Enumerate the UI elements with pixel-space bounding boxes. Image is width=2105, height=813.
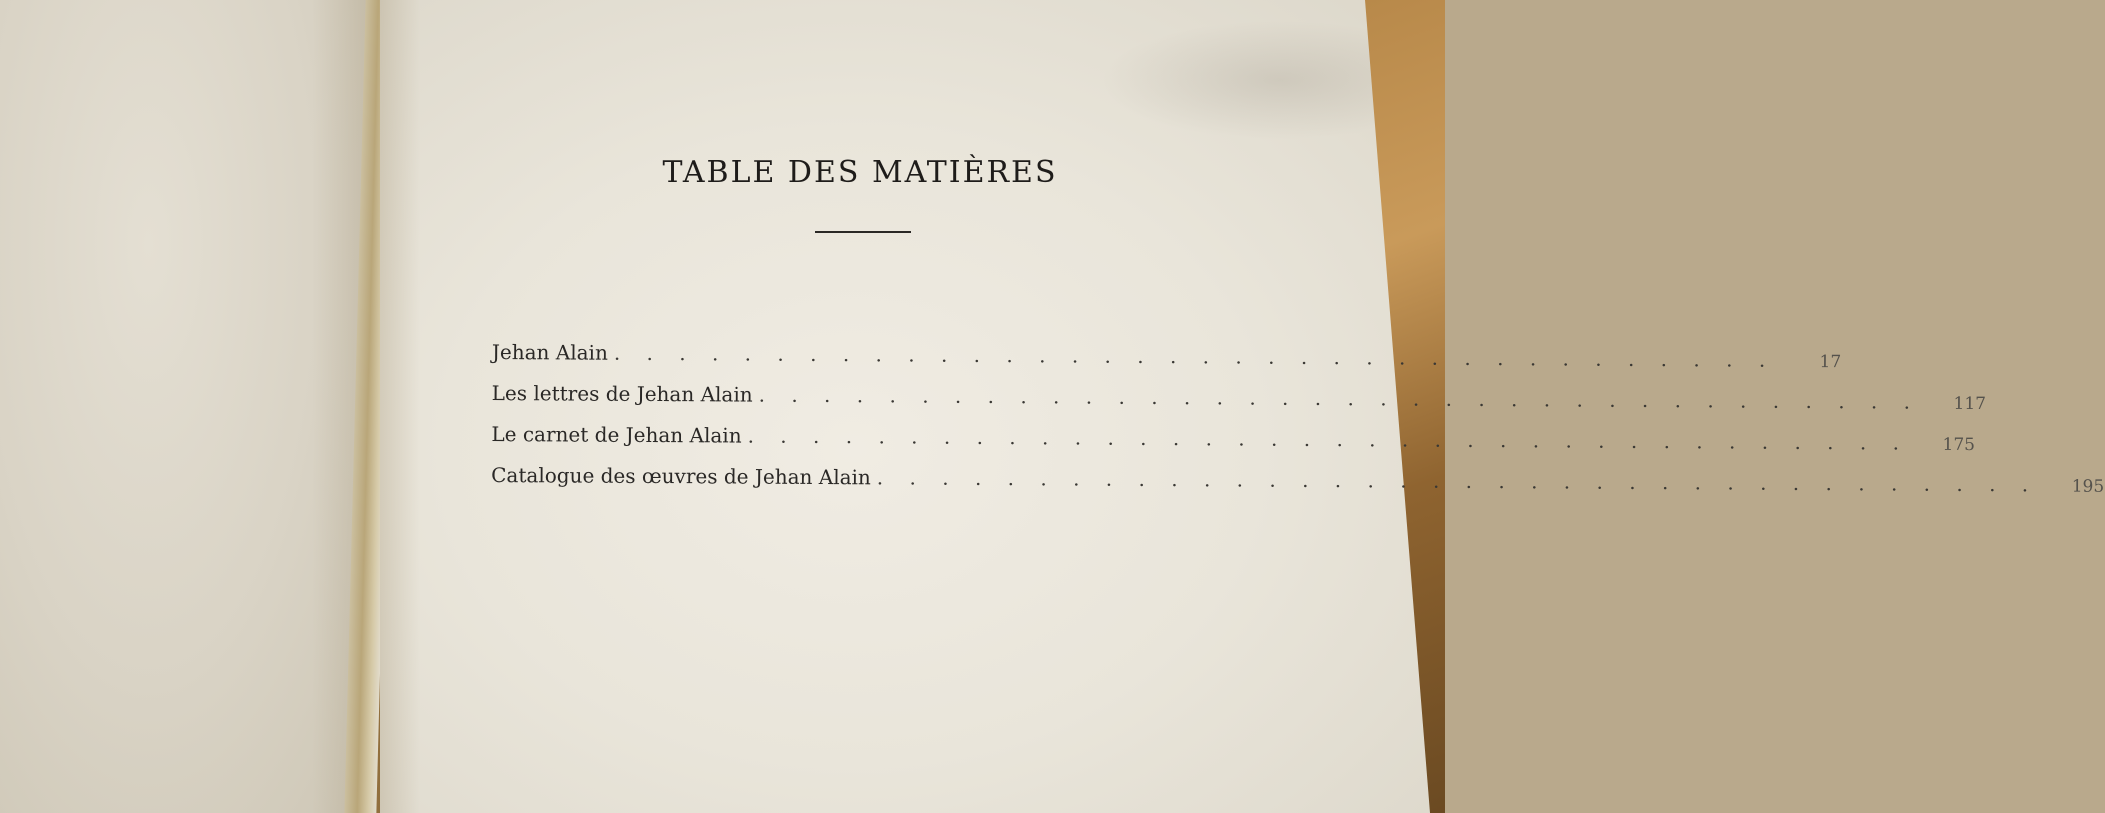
toc-page-number: 17 (1819, 352, 1842, 373)
toc-page-number: 117 (1953, 393, 1987, 415)
toc-page-number: 195 (2071, 476, 2105, 497)
toc-entry (491, 462, 2105, 509)
toc-entry-title: Jehan Alain (491, 340, 608, 365)
toc-entry (491, 380, 1987, 427)
toc-entry-title: Les lettres de Jehan Alain (491, 380, 753, 407)
toc-leader-dots: . . . . . . . . . . . . . . . . . . . . . . . . . . . . . . . . . . . . (613, 340, 1776, 372)
toc-leader-dots: . . . . . . . . . . . . . . . . . . . . . . . . . . . . . . . . . . . . (758, 382, 1921, 414)
left-page (0, 0, 372, 813)
table-of-contents (491, 340, 2105, 509)
toc-entry (491, 340, 1842, 386)
toc-entry (491, 421, 1976, 468)
toc-leader-dots: . . . . . . . . . . . . . . . . . . . . . . . . . . . . . . . . . . . . (747, 423, 1910, 455)
toc-entry-title: Le carnet de Jehan Alain (491, 421, 742, 448)
toc-entry-title: Catalogue des œuvres de Jehan Alain (491, 462, 871, 490)
toc-page-number: 175 (1942, 434, 1976, 456)
page-title: TABLE DES MATIÈRES (662, 155, 1058, 190)
toc-leader-dots: . . . . . . . . . . . . . . . . . . . . . . . . . . . . . . . . . . . . (876, 465, 2039, 497)
title-rule (815, 231, 911, 233)
